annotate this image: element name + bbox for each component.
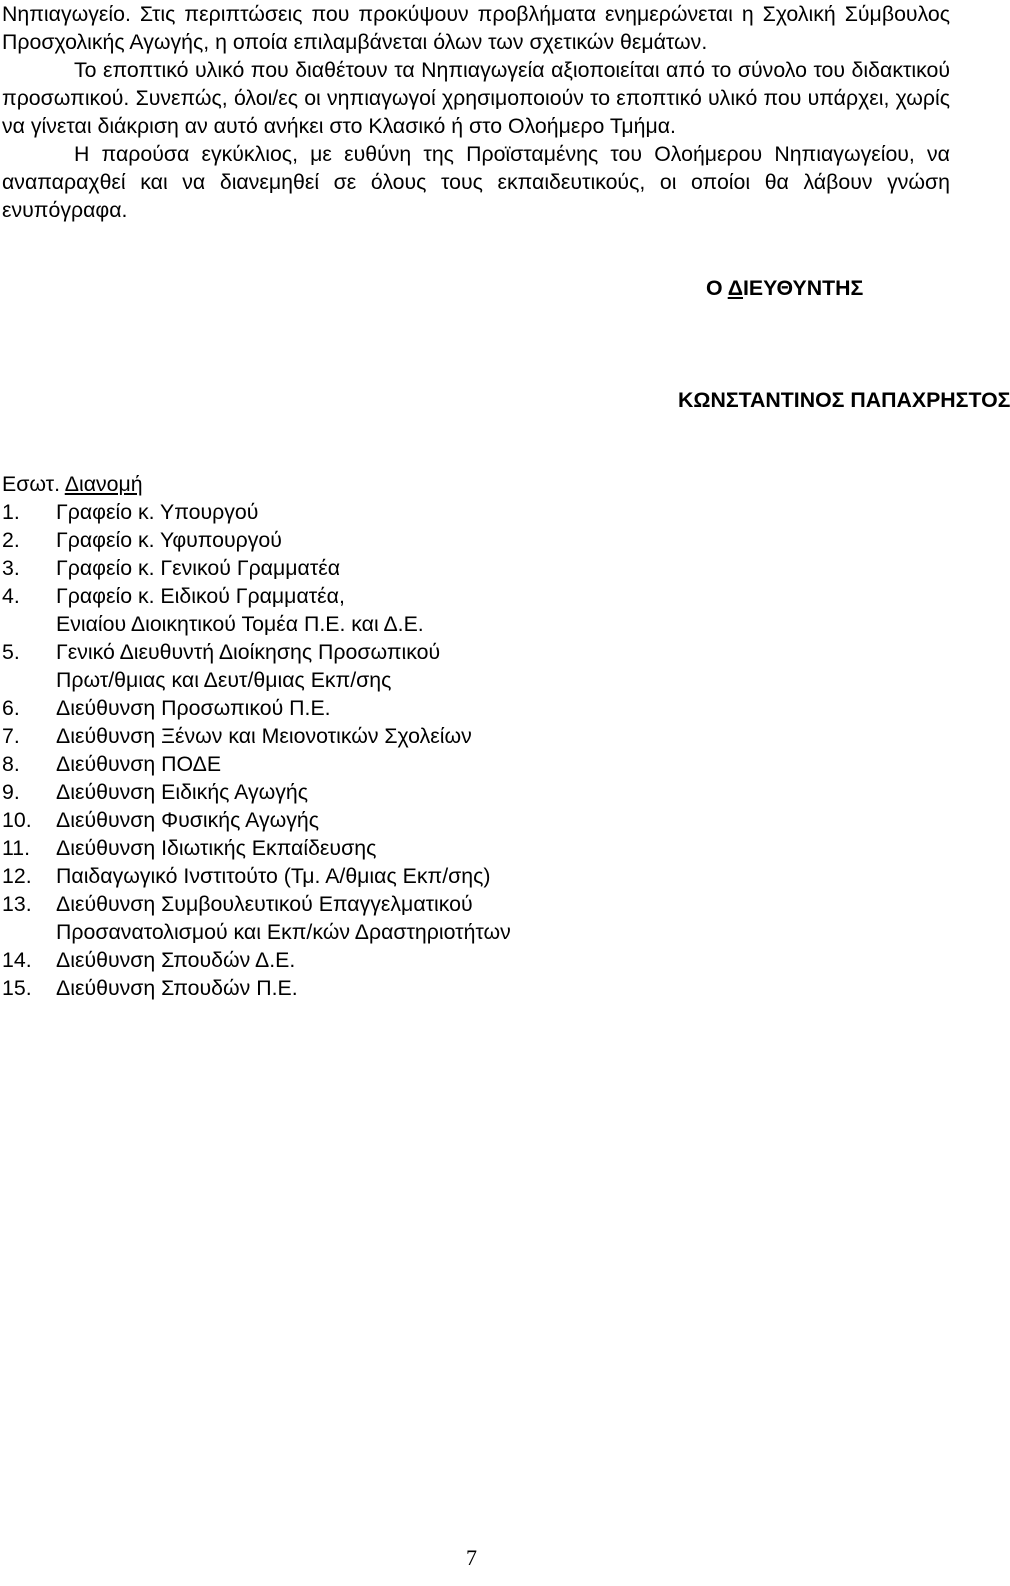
- signature-title-underlined: Δ: [727, 276, 744, 300]
- body-text: [2, 0, 950, 224]
- distribution-item-text: [56, 750, 221, 778]
- page-number: 7: [466, 1545, 477, 1570]
- distribution-item: [2, 582, 511, 638]
- distribution-item-number: 8.: [2, 752, 20, 776]
- signature-title: [706, 274, 863, 302]
- distribution-item-text: [56, 526, 282, 554]
- distribution-item-number: 14.: [2, 948, 32, 972]
- distribution-item: [2, 890, 511, 946]
- distribution-item-number: 4.: [2, 584, 20, 608]
- paragraph-1: [2, 0, 950, 56]
- distribution-item-number: 6.: [2, 696, 20, 720]
- distribution-item-text: [56, 890, 511, 946]
- distribution-item-text: [56, 638, 440, 694]
- paragraph-2: [2, 56, 950, 140]
- distribution-item-text: [56, 722, 472, 750]
- distribution-item: [2, 750, 511, 778]
- distribution-item-text: [56, 778, 308, 806]
- distribution-item-line: Γενικό Διευθυντή Διοίκησης Προσωπικού: [56, 640, 441, 664]
- distribution-item-number: 13.: [2, 892, 32, 916]
- distribution-item: [2, 806, 511, 834]
- distribution-item-text: [56, 862, 490, 890]
- distribution-item: [2, 946, 511, 974]
- distribution-item: [2, 778, 511, 806]
- distribution-item-text: [56, 946, 295, 974]
- distribution-item-text: [56, 498, 258, 526]
- distribution-item-line: Διεύθυνση Συμβουλευτικού Επαγγελματικού: [56, 892, 473, 916]
- signature-title-prefix: Ο: [706, 276, 728, 300]
- distribution-item-text: [56, 806, 319, 834]
- distribution-item-line: Προσανατολισμού και Εκπ/κών Δραστηριοτήτων: [56, 920, 511, 944]
- distribution-item-number: 1.: [2, 500, 20, 524]
- distribution-item: [2, 554, 511, 582]
- distribution-item-number: 5.: [2, 640, 20, 664]
- distribution-item-line: Διεύθυνση Σπουδών Π.Ε.: [56, 976, 298, 1000]
- distribution-item-line: Ενιαίου Διοικητικού Τομέα Π.Ε. και Δ.Ε.: [56, 612, 424, 636]
- distribution-item: [2, 974, 511, 1002]
- distribution-item: [2, 638, 511, 694]
- distribution-item: [2, 526, 511, 554]
- distribution-item-text: [56, 974, 298, 1002]
- distribution-item-number: 12.: [2, 864, 32, 888]
- paragraph-1-text: Νηπιαγωγείο. Στις περιπτώσεις που προκύψουν προβλήματα ενημερώνεται η Σχολική Σύμβουλος Προσχολικής Αγωγής, η οποία επιλαμβάνεται όλων των σχετικών θεμάτων.: [2, 2, 950, 54]
- distribution-item-line: Γραφείο κ. Ειδικού Γραμματέα,: [56, 584, 345, 608]
- distribution-heading-plain: Εσωτ.: [2, 472, 65, 496]
- distribution-item-number: 9.: [2, 780, 20, 804]
- distribution-item-line: Γραφείο κ. Γενικού Γραμματέα: [56, 556, 341, 580]
- distribution-item-line: Παιδαγωγικό Ινστιτούτο (Τμ. Α/θμιας Εκπ/σης): [56, 864, 491, 888]
- distribution-item-text: [56, 694, 331, 722]
- distribution-item-line: Πρωτ/θμιας και Δευτ/θμιας Εκπ/σης: [56, 668, 392, 692]
- distribution-item-line: Γραφείο κ. Υφυπουργού: [56, 528, 282, 552]
- distribution-heading-underlined: Διανομή: [64, 472, 143, 496]
- distribution-item-line: Διεύθυνση Ιδιωτικής Εκπαίδευσης: [56, 836, 377, 860]
- distribution-item-number: 11.: [2, 836, 31, 860]
- distribution-item: [2, 498, 511, 526]
- distribution-item-text: [56, 582, 424, 638]
- distribution-item: [2, 834, 511, 862]
- distribution-item-line: Διεύθυνση Φυσικής Αγωγής: [56, 808, 320, 832]
- distribution-item-number: 15.: [2, 976, 32, 1000]
- distribution-list: [2, 498, 511, 1002]
- distribution-item-line: Διεύθυνση Ξένων και Μειονοτικών Σχολείων: [56, 724, 472, 748]
- distribution-item-number: 7.: [2, 724, 20, 748]
- paragraph-3: [2, 140, 950, 224]
- distribution-item-line: Διεύθυνση ΠΟΔΕ: [56, 752, 222, 776]
- paragraph-2-text: Το εποπτικό υλικό που διαθέτουν τα Νηπιαγωγεία αξιοποιείται από το σύνολο του διδακτικού προσωπικού. Συνεπώς, όλοι/ες οι νηπιαγωγοί χρησιμοποιούν το εποπτικό υλικό που υπάρχει, χωρίς να γίνεται διάκριση αν αυτό ανήκει στο Κλασικό ή στο Ολοήμερο Τμήμα.: [2, 58, 950, 138]
- distribution-item: [2, 862, 511, 890]
- distribution-item-line: Διεύθυνση Σπουδών Δ.Ε.: [56, 948, 296, 972]
- paragraph-3-text: Η παρούσα εγκύκλιος, με ευθύνη της Προϊσταμένης του Ολοήμερου Νηπιαγωγείου, να αναπαραχθεί και να διανεμηθεί σε όλους τους εκπαιδευτικούς, οι οποίοι θα λάβουν γνώση ενυπόγραφα.: [2, 142, 950, 222]
- distribution-item-number: 3.: [2, 556, 20, 580]
- distribution-item-number: 2.: [2, 528, 20, 552]
- distribution-item: [2, 722, 511, 750]
- distribution-item-text: [56, 834, 376, 862]
- distribution-item-text: [56, 554, 340, 582]
- distribution-item-number: 10.: [2, 808, 32, 832]
- distribution-item-line: Γραφείο κ. Υπουργού: [56, 500, 259, 524]
- distribution-item: [2, 694, 511, 722]
- distribution-item-line: Διεύθυνση Ειδικής Αγωγής: [56, 780, 309, 804]
- distribution-item-line: Διεύθυνση Προσωπικού Π.Ε.: [56, 696, 331, 720]
- signature-name: ΚΩΝΣΤΑΝΤΙΝΟΣ ΠΑΠΑΧΡΗΣΤΟΣ: [678, 388, 1010, 412]
- signature-title-rest: ΙΕΥΘΥΝΤΗΣ: [743, 276, 864, 300]
- distribution-heading: [2, 470, 143, 498]
